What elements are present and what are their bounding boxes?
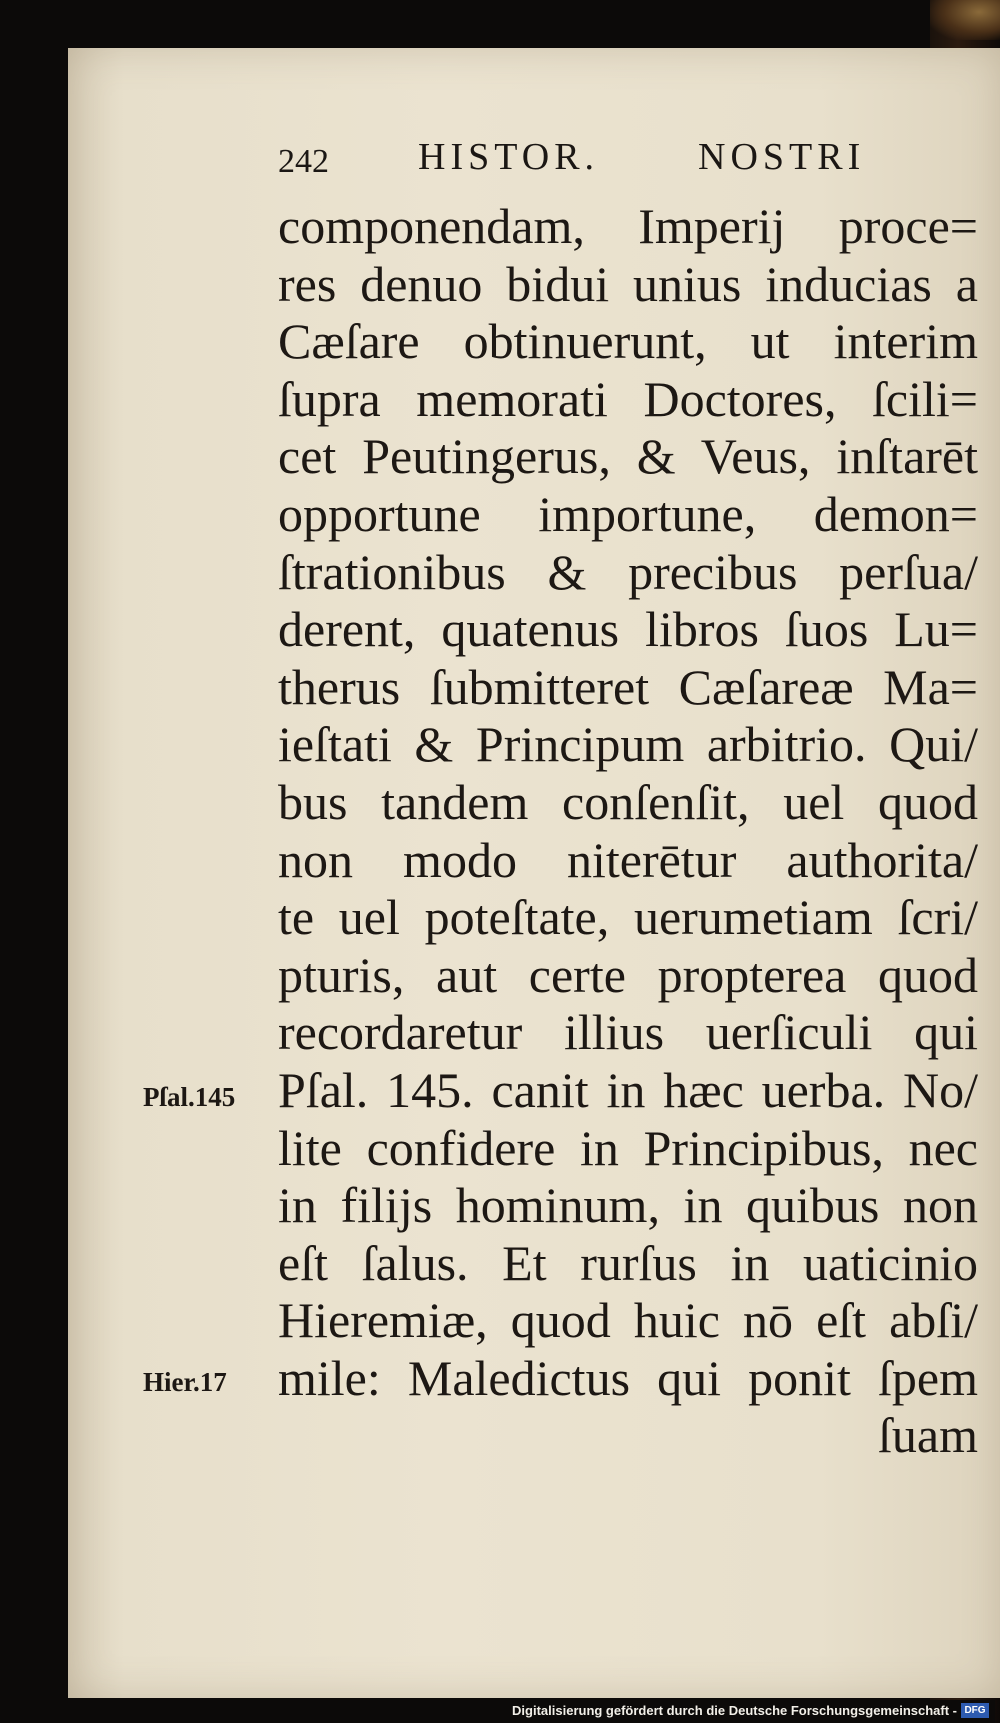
text-line: derent, quatenus libros ſuos Lu= (278, 601, 978, 658)
catchword: ſuam (878, 1407, 978, 1464)
text-line: componendam, Imperij proce= (278, 198, 978, 254)
body-text (278, 198, 978, 1465)
running-title-left: HISTOR. (418, 136, 600, 178)
text-line: Pſal. 145. canit in hæc uerba. No/ (278, 1061, 978, 1118)
text-line: eſt ſalus. Et rurſus in uaticinio (278, 1234, 978, 1291)
text-line: opportune importune, demon= (278, 485, 978, 542)
text-line: pturis, aut certe propterea quod (278, 946, 978, 1003)
margin-note-hieremias: Hier.17 (143, 1367, 227, 1397)
text-line: bus tandem conſenſit, uel quod (278, 773, 978, 830)
text-line: recordaretur illius uerſiculi qui (278, 1004, 978, 1061)
text-line: mile: Maledictus qui ponit ſpem (278, 1349, 978, 1406)
text-line: ieſtati & Principum arbitrio. Qui/ (278, 716, 978, 773)
page-header (278, 135, 898, 185)
text-line: therus ſubmitteret Cæſareæ Ma= (278, 658, 978, 715)
text-line: Hieremiæ, quod huic nō eſt abſi/ (278, 1292, 978, 1349)
text-line: in filijs hominum, in quibus non (278, 1177, 978, 1234)
text-line: lite confidere in Principibus, nec (278, 1119, 978, 1176)
text-line: res denuo bidui unius inducias a (278, 255, 978, 312)
text-line: non modo niterētur authorita/ (278, 831, 978, 888)
text-line: ſtrationibus & precibus perſua/ (278, 543, 978, 600)
text-line: cet Peutingerus, & Veus, inſtarēt (278, 428, 978, 485)
margin-note-psalm: Pſal.145 (143, 1082, 236, 1112)
corner-stain (930, 0, 1000, 40)
digitization-credit: Digitalisierung gefördert durch die Deutsche Forschungsgemeinschaft - (512, 1703, 957, 1718)
text-line: ſupra memorati Doctores, ſcili= (278, 370, 978, 427)
footer-bar (0, 1700, 995, 1723)
running-title-right: NOSTRI (698, 136, 866, 178)
text-line: Cæſare obtinuerunt, ut interim (278, 313, 978, 370)
page-number: 242 (278, 143, 329, 180)
text-line: te uel poteſtate, uerumetiam ſcri/ (278, 889, 978, 946)
dfg-logo-icon: DFG (961, 1703, 989, 1718)
